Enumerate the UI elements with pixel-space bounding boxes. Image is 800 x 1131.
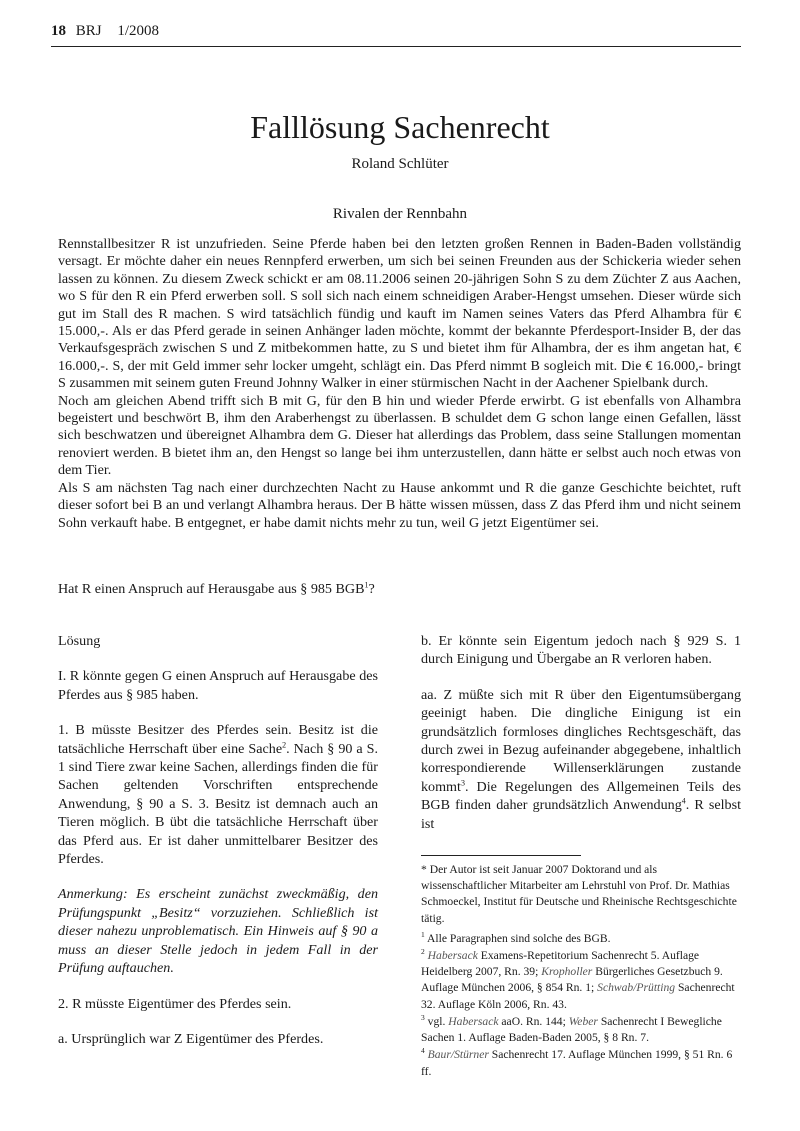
footnote-text: Sachenrecht 32. Auflage Köln 2006, Rn. 43.	[421, 981, 735, 1011]
question-mark: ?	[368, 581, 375, 597]
footnote-ref: 4	[681, 796, 686, 806]
left-column	[58, 632, 378, 1065]
footnote-text: Examens-Repetitorium Sachenrecht 5. Auflage Heidelberg 2007, Rn. 39;	[421, 949, 700, 979]
paragraph-text: aa. Z müßte sich mit R über den Eigentumsübergang geeinigt haben. Die dingliche Einigung ist ein grundsätzlich formloses dingliches Rechtsgeschäft, das durch zwei in Bezug aufeinander abgegebene, inhaltlich korrespondierende Willenserklärungen zustande kommt	[421, 686, 741, 795]
case-text	[58, 236, 741, 532]
cited-author: Kropholler	[541, 965, 593, 979]
journal-issue: 1/2008	[117, 23, 160, 39]
header-rule	[51, 46, 741, 47]
footnote-number: 2	[421, 947, 425, 957]
cited-author: Baur/Stürner	[427, 1048, 489, 1062]
solution-paragraph: 2. R müsste Eigentümer des Pferdes sein.	[58, 995, 292, 1012]
cited-author: Habersack	[448, 1014, 499, 1028]
paragraph-text: . R selbst ist	[421, 797, 741, 832]
right-column	[421, 632, 741, 1081]
solution-heading: Lösung	[58, 633, 101, 649]
footnote-2	[421, 948, 741, 1013]
footnote-ref: 2	[282, 739, 287, 749]
paragraph-text: 1. B müsste Besitzer des Pferdes sein. Besitz ist die tatsächliche Herrschaft über eine Sache	[58, 722, 378, 757]
solution-paragraph: b. Er könnte sein Eigentum jedoch nach § 929 S. 1 durch Einigung und Übergabe an R verloren haben.	[421, 633, 741, 668]
annotation-note: Anmerkung: Es erscheint zunächst zweckmäßig, den Prüfungspunkt „Besitz“ vorzuziehen. Schließlich ist dieser nahezu unproblematisch. Ein Hinweis auf § 90 a muss an dieser Stelle jedoch in jedem Fall in der Prüfung auftauchen.	[58, 886, 378, 977]
footnote-text: Sachenrecht 17. Auflage München 1999, § 51 Rn. 6 ff.	[421, 1048, 733, 1078]
solution-paragraph	[421, 686, 741, 833]
footnote-ref: 1	[364, 580, 369, 590]
footnote-text: Bürgerliches Gesetzbuch 9. Auflage München 2006, § 854 Rn. 1;	[421, 965, 723, 995]
footnote-text: aaO. Rn. 144;	[498, 1014, 569, 1028]
question-text: Hat R einen Anspruch auf Herausgabe aus § 985 BGB	[58, 581, 365, 597]
case-paragraph: Als S am nächsten Tag nach einer durchzechten Nacht zu Hause ankommt und R die ganze Geschichte beichtet, ruft dieser sofort bei B an und verlangt Alhambra heraus. Der B hätte wissen müssen, dass Z das Pferd ihm und nicht seinem Sohn verkauft habe. B entgegnet, er habe damit nichts mehr zu tun, weil G jetzt Eigentümer sei.	[58, 479, 741, 531]
paragraph-text: . Nach § 90 a S. 1 sind Tiere zwar keine Sachen, allerdings finden die für Sachen geltenden Vorschriften entsprechende Anwendung, § 90 a S. 3. Besitz ist demnach auch an Tieren möglich. B übt die tatsächliche Herrschaft über das Pferd aus. Er ist daher unmittelbarer Besitzer des Pferdes.	[58, 740, 378, 868]
journal-name: BRJ	[75, 23, 102, 39]
footnote-text: Sachenrecht I Bewegliche Sachen 1. Auflage Baden-Baden 2005, § 8 Rn. 7.	[421, 1014, 722, 1045]
case-title: Rivalen der Rennbahn	[332, 206, 468, 222]
footnote-1	[421, 931, 741, 947]
footnote-text: vgl.	[427, 1014, 449, 1028]
footnote-number: 3	[421, 1013, 425, 1023]
case-question	[58, 580, 741, 598]
article-author: Roland Schlüter	[351, 156, 449, 172]
cited-author: Habersack	[427, 949, 478, 963]
page-number: 18	[51, 23, 66, 39]
case-paragraph: Noch am gleichen Abend trifft sich B mit G, für den B hin und wieder Pferde erwirbt. G ist ebenfalls von Alhambra begeistert und beschwört B, ihm den Araberhengst zu überlassen. B schuldet dem G schon lange einen Gefallen, lässt sich beschwatzen und übereignet Alhambra dem G. Dieser hat allerdings das Problem, dass seine Stallungen momentan renoviert werden. B bietet ihm an, den Hengst so lange bei ihm unterzustellen, dann hätte er selbst auch noch etwas von dem Tier.	[58, 392, 741, 479]
footnote-ref: 3	[460, 778, 465, 788]
case-paragraph: Rennstallbesitzer R ist unzufrieden. Seine Pferde haben bei den letzten großen Rennen in Baden-Baden vollständig versagt. Er möchte daher ein neues Rennpferd erwerben, um sich bei seinen Freunden aus der Schickeria wieder sehen lassen zu können. Zu diesem Zweck schickt er am 08.11.2006 seinen 20-jährigen Sohn S zu dem Züchter Z aus Aachen, wo S für den R ein Pferd erwerben soll. S soll sich nach einem schneidigen Araber-Hengst umsehen. Dieser würde sich gut im Stall des R machen. S wird tatsächlich fündig und kauft im Namen seines Vaters das Pferd Alhambra für € 15.000,-. Als er das Pferd gerade in seinen Anhänger laden möchte, kommt der bekannte Pferdesport-Insider B, der das Verkaufsgespräch zwischen S und Z mitbekommen hatte, zu S und bietet ihm für Alhambra, der es ihm angetan hat, € 16.000,-. S, der mit Geld immer sehr locker umgeht, schlägt ein. Das Pferd nimmt B sogleich mit. Die € 16.000,- bringt S zusammen mit seinem guten Freund Johnny Walker in einer stürmischen Nacht in der Aachener Spielbank durch.	[58, 236, 741, 392]
cited-author: Schwab/Prütting	[597, 981, 676, 995]
footnote-text: Alle Paragraphen sind solche des BGB.	[427, 931, 611, 945]
solution-paragraph	[58, 721, 378, 868]
solution-paragraph: I. R könnte gegen G einen Anspruch auf Herausgabe des Pferdes aus § 985 haben.	[58, 668, 378, 703]
footnote-rule	[421, 855, 581, 856]
footnote-4	[421, 1047, 741, 1079]
footnote-3	[421, 1014, 741, 1046]
footnote-number: 1	[421, 930, 425, 940]
footnote-author: * Der Autor ist seit Januar 2007 Doktorand und als wissenschaftlicher Mitarbeiter am Lehrstuhl von Prof. Dr. Mathias Schmoeckel, Institut für Deutsche und Rheinische Rechtsgeschichte tätig.	[421, 863, 737, 925]
cited-author: Weber	[568, 1014, 598, 1028]
solution-paragraph: a. Ursprünglich war Z Eigentümer des Pferdes.	[58, 1030, 324, 1047]
footnote-number: 4	[421, 1046, 425, 1056]
article-title: Falllösung Sachenrecht	[250, 109, 550, 145]
running-header	[51, 22, 741, 44]
paragraph-text: . Die Regelungen des Allgemeinen Teils des BGB finden daher grundsätzlich Anwendung	[421, 778, 741, 814]
